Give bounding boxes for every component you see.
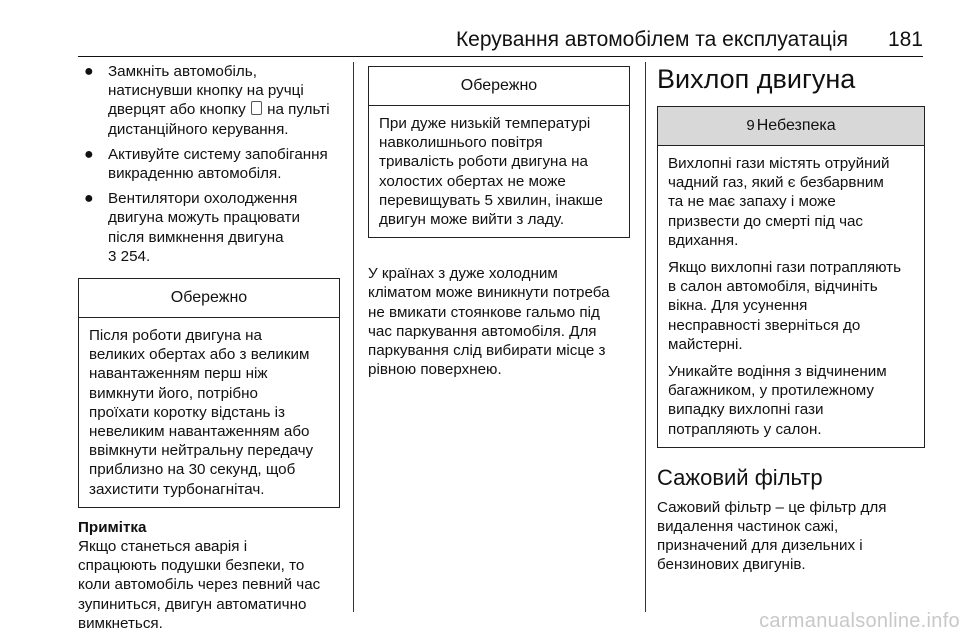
section-title: Вихлоп двигуна xyxy=(657,64,856,94)
danger-title: Небезпека xyxy=(756,117,836,134)
caution-title: Обережно xyxy=(79,279,339,318)
bullet-icon: ● xyxy=(84,63,94,80)
caution-box xyxy=(78,278,340,508)
danger-box xyxy=(657,106,925,448)
note-title: Примітка xyxy=(78,518,147,536)
bullet-text: Активуйте систему запобігання викраденню автомобіля. xyxy=(108,145,328,183)
danger-paragraph: Вихлопні гази містять отруйний чадний газ, який є безбарвним та не має запаху і може призвести до смерті під час вдихання. xyxy=(668,155,890,249)
warning-icon: 9 xyxy=(746,117,755,134)
list-item xyxy=(78,145,340,183)
bullet-list xyxy=(78,62,340,266)
danger-header xyxy=(658,107,924,146)
column-divider-1 xyxy=(353,62,354,612)
key-lock-icon xyxy=(251,101,262,115)
page-header xyxy=(0,26,960,56)
caution-box xyxy=(368,66,630,238)
header-rule xyxy=(78,56,923,57)
bullet-icon: ● xyxy=(84,190,94,208)
caution-text: Після роботи двигуна на великих обертах або з великим навантаженням перш ніж вимкнути його, потрібно проїхати коротку відстань із невеликим навантаженням або ввімкнути нейтральну передачу приблизно на 30 секунд, щоб захистити турбонагнітач. xyxy=(89,327,314,498)
bullet-icon: ● xyxy=(84,145,94,163)
paragraph: У країнах з дуже холодним кліматом може виникнути потреба не вмикати стоянкове гальмо під час паркування автомобіля. Для паркування слід вибирати місце з рівною поверхнею. xyxy=(368,265,610,379)
danger-paragraph: Уникайте водіння з відчиненим багажником, у протилежному випадку вихлопні гази потрапляють у салон. xyxy=(668,363,887,438)
caution-body xyxy=(79,318,339,507)
caution-title: Обережно xyxy=(369,67,629,106)
page-number: 181 xyxy=(887,28,923,51)
column-2 xyxy=(368,62,630,379)
caution-body xyxy=(369,106,629,237)
subsection-title: Сажовий фільтр xyxy=(657,464,823,490)
watermark: carmanualsonline.info xyxy=(759,610,960,632)
caution-text: При дуже низькій температурі навколишнього повітря тривалість роботи двигуна на холостих обертах не може перевищувать 5 хвилин, інакше двигун може вийти з ладу. xyxy=(379,115,603,229)
danger-body xyxy=(658,146,924,447)
column-divider-2 xyxy=(645,62,646,612)
column-1 xyxy=(78,62,340,633)
danger-paragraph: Якщо вихлопні гази потрапляють в салон автомобіля, відчиніть вікна. Для усунення несправності зверніться до майстерні. xyxy=(668,259,902,353)
bullet-text: Замкніть автомобіль, натиснувши кнопку на ручці дверцят або кнопку на пульті дистанційного керування. xyxy=(108,63,330,138)
header-title: Керування автомобілем та експлуатація xyxy=(455,28,848,51)
list-item xyxy=(78,189,340,266)
bullet-text: Вентилятори охолодження двигуна можуть працювати після вимкнення двигуна 3 254. xyxy=(108,190,300,265)
column-3 xyxy=(657,62,925,575)
list-item xyxy=(78,62,340,139)
note-text: Якщо станеться аварія і спрацюють подушки безпеки, то коли автомобіль через певний час зупиниться, двигун автоматично вимкнеться. xyxy=(78,538,321,632)
subsection-text: Сажовий фільтр – це фільтр для видалення частинок сажі, призначений для дизельних і бензинових двигунів. xyxy=(657,498,887,574)
